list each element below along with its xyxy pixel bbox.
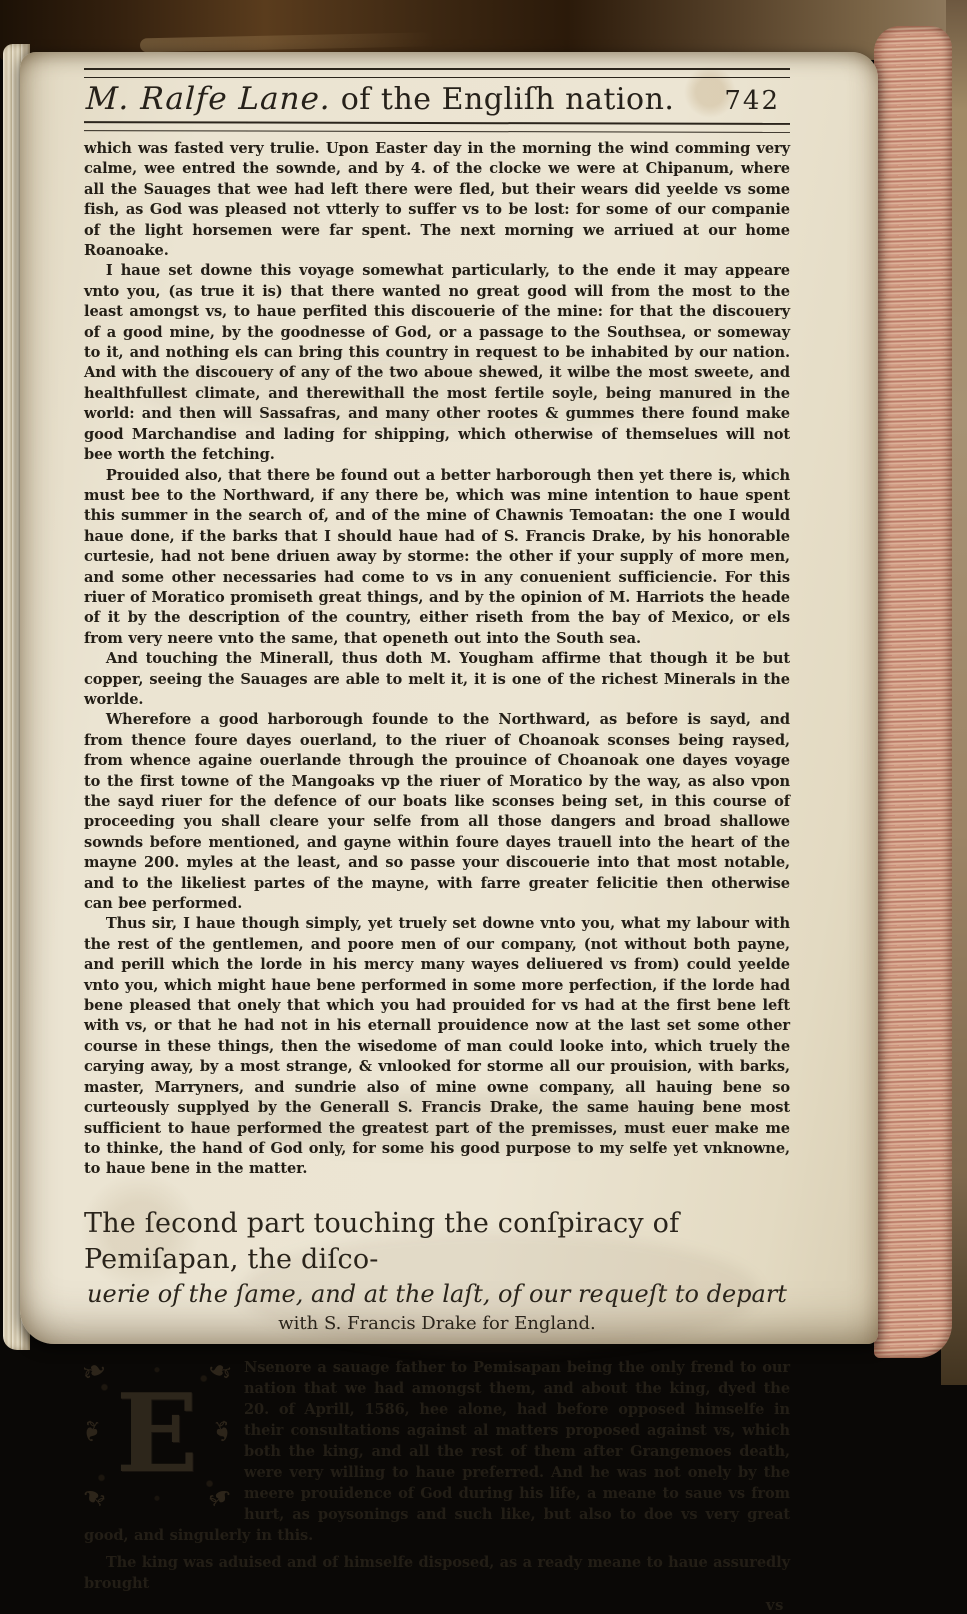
flourish-icon: ❧	[76, 1350, 113, 1392]
flourish-icon: ❧	[73, 1418, 109, 1444]
header-rule-bottom	[84, 121, 790, 133]
section-heading	[84, 1206, 790, 1337]
paragraph: I haue set downe this voyage somewhat particularly, to the ende it may appeare vnto you, (as true it is) that there wanted no great good will from the most to the least amongst vs, to haue perfited this discouerie of the mine: for that the discouery of a good mine, by the goodnesse of God, or a passage to the Southsea, or someway to it, and nothing els can bring this country in request to be inhabited by our nation. And with the discouery of any of the two aboue shewed, it wilbe the most sweete, and healthfullest climate, and therewithall the most fertile soyle, being manured in the world: and then will Sassafras, and many other rootes & gummes there found make good Marchandise and lading for shipping, which otherwise of themselues will not bee worth the fetching.	[84, 262, 790, 464]
dropcap-paragraph	[73, 1350, 790, 1546]
flourish-icon: ❧	[201, 1475, 238, 1517]
paragraph: Thus sir, I haue though simply, yet truely set downe vnto you, what my labour with the rest of the gentlemen, and poore men of our company, (not without both payne, and perill which the lorde in his mercy many wayes deliuered vs from) could yeelde vnto you, which might haue bene performed in some more perfection, if the lorde had bene pleased that onely that which you had prouided for vs had at the first bene left with vs, or that he had not in his eternall prouidence now at the last set some other course in these things, then the wisedome of man could looke into, which truely the carying away, by a most strange, & vnlooked for storme all our prouision, with barks, master, Marryners, and sundrie also of mine owne company, all hauing bene so curteously supplyed by the Generall S. Francis Drake, the same hauing bene most sufficient to haue performed the greatest part of the premisses, must euer make me to thinke, the hand of God only, for some his good purpose to my selfe yet vnknowne, to haue bene in the matter.	[84, 915, 790, 1178]
text-block	[73, 68, 790, 1614]
paragraph: And touching the Minerall, thus doth M. Yougham affirme that though it be but copper, seeing the Sauages are able to melt it, it is one of the richest Minerals in the worlde.	[84, 650, 790, 708]
paragraph: Wherefore a good harborough founde to the Northward, as before is sayd, and from thence foure dayes ouerland, to the riuer of Choanoak sconses being raysed, from whence againe ouerlande through the prouince of Choanoak one dayes voyage to the first towne of the Mangoaks vp the riuer of Moratico by the way, as also vpon the sayd riuer for the defence of our boats like sconses being set, in this course of proceeding you shall cleare your selfe from all those dangers and broad shallowe sownds before mentioned, and gayne within foure dayes trauell into the heart of the mayne 200. myles at the least, and so passe your discouerie into that most notable, and to the likeliest partes of the mayne, with farre greater felicitie then otherwise can bee performed.	[84, 711, 790, 913]
paragraph: which was fasted very trulie. Upon Easter day in the morning the wind comming very calme, wee entred the sownde, and by 4. of the clocke we were at Chipanum, where all the Sauages that wee had left there were fled, but their wears did yeelde vs some fish, as God was pleased not vtterly to suffer vs to be lost: for some of our companie of the light horsemen were far spent. The next morning we arriued at our home Roanoake.	[84, 140, 790, 260]
section-heading-line1: The ſecond part touching the conſpiracy of Pemiſapan, the diſco-	[84, 1207, 680, 1275]
flourish-icon: ❧	[76, 1475, 113, 1517]
running-header	[84, 78, 790, 122]
body-text	[84, 139, 790, 1180]
section-heading-line3: with S. Francis Drake for England.	[278, 1312, 596, 1334]
paragraph: The king was aduised and of himselfe disposed, as a ready meane to haue assuredly brought	[84, 1553, 790, 1592]
book-page	[20, 52, 878, 1614]
page-number: 742	[724, 86, 780, 116]
paragraph: Prouided also, that there be found out a better harborough then yet there is, which must bee to the Northward, if any there be, which was mine intention to haue spent this summer in the search of, and of the mine of Chawnis Temoatan: the one I would haue done, if the barks that I should haue had of S. Francis Drake, by his honorable curtesie, had not bene driuen away by storme: the other if your supply of more men, and some other necessaries had come to vs in any conuenient sufficiencie. For this riuer of Moratico promiseth great things, and by the opinion of M. Harriots the heade of it by the description of the country, either riseth from the bay of Mexico, or els from very neere vnto the same, that openeth out into the South sea.	[84, 466, 790, 647]
page-fore-edge-stack	[874, 26, 952, 1358]
header-rule-top	[84, 68, 790, 78]
running-header-title: of the Engliſh nation.	[340, 82, 675, 117]
closing-block	[84, 1552, 790, 1614]
flourish-icon: ❧	[205, 1418, 241, 1444]
book-binding-top-edge	[0, 0, 946, 60]
paragraph: Nsenore a sauage father to Pemisapan being the only frend to our nation that we had amongst them, and about the king, dyed the 20. of Aprill, 1586, hee alone, had before opposed himselfe in their consultations against al matters proposed against vs, which both the king, and all the rest of them after Grangemoes death, were very willing to haue preferred. And he was not onely by the meere prouidence of God during his life, a meane to saue vs from hurt, as poysonings and such like, but also to doe vs very great good, and singulerly in this.	[84, 1358, 790, 1544]
flourish-icon: ❧	[201, 1350, 238, 1392]
drop-cap-letter: E	[115, 1370, 199, 1497]
running-header-author: M. Ralfe Lane.	[85, 81, 332, 117]
ornamental-initial	[73, 1350, 241, 1517]
catchword: vs	[765, 1595, 784, 1614]
section-heading-line2: uerie of the ſame, and at the laſt, of our requeſt to depart	[87, 1279, 787, 1308]
